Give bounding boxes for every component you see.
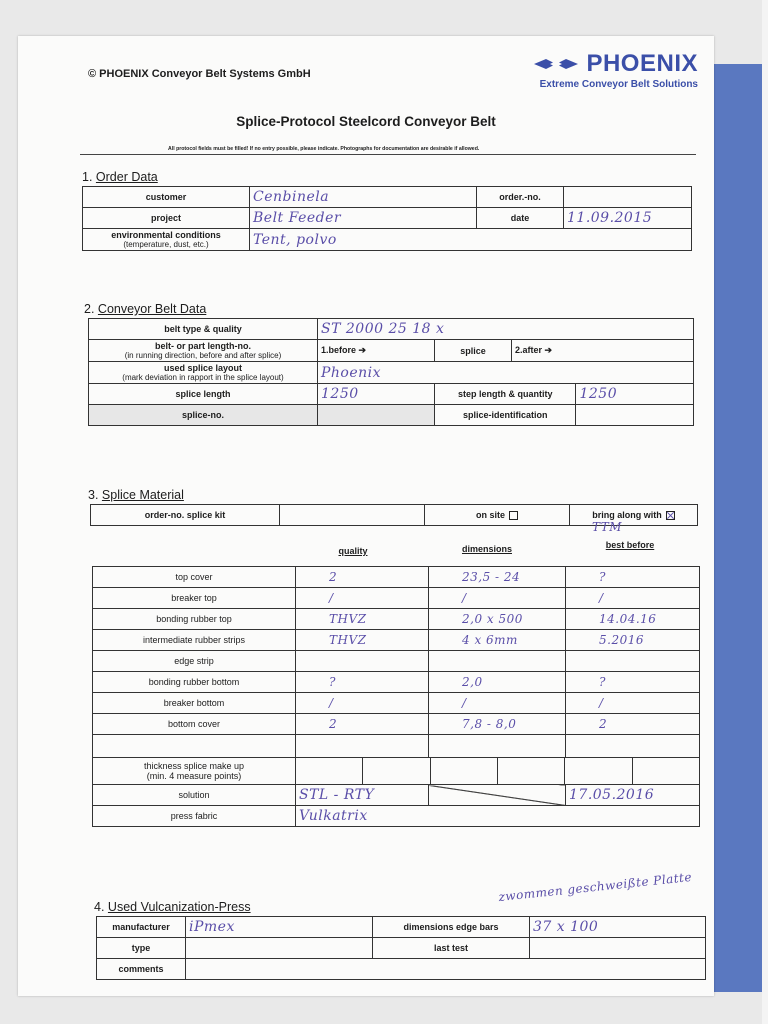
bring-along-cell[interactable] <box>570 505 698 526</box>
material-row <box>93 651 700 672</box>
splice-length-label: splice length <box>89 384 318 405</box>
checkbox-empty-icon[interactable] <box>509 511 518 520</box>
belt-length-label: belt- or part length-no. <box>155 341 251 351</box>
material-rows <box>93 567 700 735</box>
material-dimensions[interactable]: / <box>462 591 467 605</box>
material-label-cell <box>93 567 296 588</box>
material-dimensions[interactable]: 23,5 - 24 <box>462 570 521 584</box>
project-value[interactable]: Belt Feeder <box>253 210 342 226</box>
material-quality[interactable]: THVZ <box>329 612 367 626</box>
thickness-label: thickness splice make up <box>143 761 245 771</box>
thickness-measure-cell[interactable] <box>296 758 700 785</box>
material-best-before[interactable] <box>569 654 599 668</box>
comments-value[interactable] <box>186 959 706 980</box>
material-dimensions-cell[interactable] <box>429 651 566 672</box>
env-label: environmental conditions <box>111 230 221 240</box>
blank-row-cell[interactable] <box>429 735 566 758</box>
material-quality[interactable] <box>299 654 329 668</box>
phoenix-bird-icon <box>532 56 580 72</box>
material-dimensions-cell[interactable] <box>429 588 566 609</box>
material-dimensions[interactable]: 7,8 - 8,0 <box>462 717 517 731</box>
material-label: edge strip <box>174 656 214 666</box>
material-label-cell <box>93 651 296 672</box>
material-label: bonding rubber bottom <box>148 677 240 687</box>
customer-value[interactable]: Cenbinela <box>253 189 330 205</box>
title-rule <box>80 154 696 155</box>
material-best-before[interactable]: ? <box>599 675 606 689</box>
edge-bars-label: dimensions edge bars <box>373 917 530 938</box>
material-row <box>93 672 700 693</box>
splice-length-value[interactable]: 1250 <box>321 386 359 402</box>
material-quality[interactable]: 2 <box>329 570 338 584</box>
press-table <box>96 916 706 980</box>
step-label: step length & quantity <box>435 384 576 405</box>
material-best-before[interactable]: 2 <box>599 717 608 731</box>
splice-no-label: splice-no. <box>89 405 318 426</box>
section-material-heading <box>88 488 184 502</box>
splice-id-value[interactable] <box>576 405 694 426</box>
material-label-cell <box>93 672 296 693</box>
belt-type-value[interactable]: ST 2000 25 18 x <box>321 321 445 337</box>
section-press-heading <box>94 900 251 914</box>
measure-point[interactable] <box>296 758 363 784</box>
env-label-cell <box>83 229 250 251</box>
material-quality-cell[interactable] <box>296 567 429 588</box>
belt-length-label-cell <box>89 340 318 362</box>
layout-sublabel: (mark deviation in rapport in the splice layout) <box>122 373 284 382</box>
instructions-note: All protocol fields must be filled! If no entry possible, please indicate. Photographs for documentation are desirable if allowed. <box>168 146 480 152</box>
material-dimensions-cell[interactable] <box>429 609 566 630</box>
comments-label: comments <box>97 959 186 980</box>
blank-row-cell[interactable] <box>566 735 700 758</box>
document-title: Splice-Protocol Steelcord Conveyor Belt <box>236 114 496 129</box>
thickness-label-cell <box>93 758 296 785</box>
material-row <box>93 714 700 735</box>
bring-along-value[interactable]: TTM <box>592 520 623 534</box>
material-best-before[interactable]: / <box>599 696 604 710</box>
material-best-before-cell[interactable] <box>566 609 700 630</box>
splice-material-table <box>92 566 700 827</box>
material-dimensions[interactable] <box>432 654 462 668</box>
material-best-before-cell[interactable] <box>566 651 700 672</box>
material-dimensions-cell[interactable] <box>429 630 566 651</box>
customer-label: customer <box>83 187 250 208</box>
material-row <box>93 693 700 714</box>
material-quality-cell[interactable] <box>296 672 429 693</box>
section-order-heading <box>82 170 158 184</box>
brand-tagline: Extreme Conveyor Belt Solutions <box>539 79 698 90</box>
section-number: 4. <box>94 900 105 914</box>
material-label: top cover <box>175 572 213 582</box>
measure-point[interactable] <box>565 758 632 784</box>
blank-row-cell <box>93 735 296 758</box>
material-dimensions[interactable]: / <box>462 696 467 710</box>
background-strip <box>762 0 768 1024</box>
section-number: 3. <box>88 488 99 502</box>
material-quality[interactable]: ? <box>329 675 336 689</box>
env-sublabel: (temperature, dust, etc.) <box>123 240 209 249</box>
blue-edge-strip <box>714 64 762 992</box>
section-title: Splice Material <box>101 488 184 502</box>
press-fabric-label: press fabric <box>93 806 296 827</box>
section-number: 2. <box>84 302 95 316</box>
splice-no-value[interactable] <box>318 405 435 426</box>
section-belt-heading <box>84 302 206 316</box>
belt-type-label: belt type & quality <box>89 319 318 340</box>
manufacturer-value[interactable]: iPmex <box>189 919 235 935</box>
copyright-text: © PHOENIX Conveyor Belt Systems GmbH <box>88 68 311 80</box>
material-dimensions[interactable]: 2,0 x 500 <box>462 612 523 626</box>
material-best-before-cell[interactable] <box>566 714 700 735</box>
after-label: 2.after ➔ <box>512 340 694 362</box>
thickness-sublabel: (min. 4 measure points) <box>146 771 242 781</box>
material-quality[interactable]: / <box>329 696 334 710</box>
last-test-label: last test <box>373 938 530 959</box>
material-label: breaker bottom <box>163 698 225 708</box>
measure-point[interactable] <box>498 758 565 784</box>
belt-data-table <box>88 318 694 426</box>
material-best-before-cell[interactable] <box>566 630 700 651</box>
material-label-cell <box>93 609 296 630</box>
splice-label: splice <box>435 340 512 362</box>
material-quality-cell[interactable] <box>296 714 429 735</box>
material-best-before[interactable]: ? <box>599 570 606 584</box>
measure-point[interactable] <box>431 758 498 784</box>
type-label: type <box>97 938 186 959</box>
material-quality[interactable]: 2 <box>329 717 338 731</box>
material-best-before-cell[interactable] <box>566 588 700 609</box>
before-label: 1.before ➔ <box>318 340 435 362</box>
kit-value[interactable] <box>280 505 425 526</box>
step-value[interactable]: 1250 <box>579 386 618 402</box>
material-label-cell <box>93 693 296 714</box>
press-side-note: zwommen geschweißte Platte <box>497 869 693 905</box>
material-best-before-cell[interactable] <box>566 693 700 714</box>
phoenix-logo <box>508 50 698 90</box>
col-header-best-before: best before <box>605 540 655 550</box>
material-dimensions[interactable]: 2,0 <box>462 675 483 689</box>
solution-crossed-cell <box>429 785 566 806</box>
material-label: bottom cover <box>167 719 221 729</box>
section-title: Conveyor Belt Data <box>97 302 207 316</box>
layout-label-cell <box>89 362 318 384</box>
material-dimensions-cell[interactable] <box>429 693 566 714</box>
on-site-cell[interactable] <box>425 505 570 526</box>
material-best-before-cell[interactable] <box>566 567 700 588</box>
section-number: 1. <box>82 170 93 184</box>
solution-date[interactable]: 17.05.2016 <box>569 787 655 803</box>
material-quality-cell[interactable] <box>296 651 429 672</box>
material-best-before[interactable]: 5.2016 <box>599 633 644 647</box>
manufacturer-label: manufacturer <box>97 917 186 938</box>
belt-length-sublabel: (in running direction, before and after splice) <box>124 351 282 360</box>
material-row <box>93 630 700 651</box>
protocol-sheet <box>18 36 714 996</box>
material-label-cell <box>93 630 296 651</box>
material-dimensions-cell[interactable] <box>429 567 566 588</box>
layout-value[interactable]: Phoenix <box>321 364 382 381</box>
material-label: breaker top <box>171 593 217 603</box>
brand-name: PHOENIX <box>586 50 698 77</box>
bring-along-label: bring along with <box>592 509 662 520</box>
material-quality-cell[interactable] <box>296 609 429 630</box>
edge-bars-value[interactable]: 37 x 100 <box>533 919 599 935</box>
section-title: Order Data <box>95 170 158 184</box>
material-best-before[interactable]: 14.04.16 <box>599 612 657 626</box>
date-label: date <box>477 208 564 229</box>
solution-label: solution <box>93 785 296 806</box>
material-best-before[interactable]: / <box>599 591 604 605</box>
measure-point[interactable] <box>363 758 430 784</box>
col-header-quality: quality <box>338 546 368 556</box>
layout-label: used splice layout <box>163 363 243 373</box>
section-title: Used Vulcanization-Press <box>107 900 251 914</box>
col-header-dimensions: dimensions <box>461 544 512 554</box>
material-row <box>93 588 700 609</box>
material-label: bonding rubber top <box>156 614 232 624</box>
material-label-cell <box>93 714 296 735</box>
material-dimensions[interactable]: 4 x 6mm <box>462 633 518 647</box>
material-quality-cell[interactable] <box>296 588 429 609</box>
order-data-table <box>82 186 692 251</box>
type-value[interactable] <box>186 938 373 959</box>
on-site-label: on site <box>475 509 505 520</box>
solution-value[interactable]: STL - RTY <box>299 787 375 803</box>
material-best-before-cell[interactable] <box>566 672 700 693</box>
material-label: intermediate rubber strips <box>142 635 246 645</box>
project-label: project <box>83 208 250 229</box>
material-quality[interactable]: THVZ <box>329 633 367 647</box>
material-quality-cell[interactable] <box>296 630 429 651</box>
blank-row-cell[interactable] <box>296 735 429 758</box>
material-row <box>93 609 700 630</box>
material-row <box>93 567 700 588</box>
material-quality-cell[interactable] <box>296 693 429 714</box>
material-dimensions-cell[interactable] <box>429 714 566 735</box>
splice-id-label: splice-identification <box>435 405 576 426</box>
checkbox-checked-icon[interactable] <box>666 511 675 520</box>
press-fabric-value[interactable]: Vulkatrix <box>299 808 368 824</box>
last-test-value[interactable] <box>530 938 706 959</box>
material-quality[interactable]: / <box>329 591 334 605</box>
material-label-cell <box>93 588 296 609</box>
kit-label: order-no. splice kit <box>91 505 280 526</box>
date-value[interactable]: 11.09.2015 <box>567 210 653 226</box>
order-no-label: order.-no. <box>477 187 564 208</box>
measure-point[interactable] <box>633 758 699 784</box>
material-dimensions-cell[interactable] <box>429 672 566 693</box>
env-value[interactable]: Tent, polvo <box>253 231 337 248</box>
